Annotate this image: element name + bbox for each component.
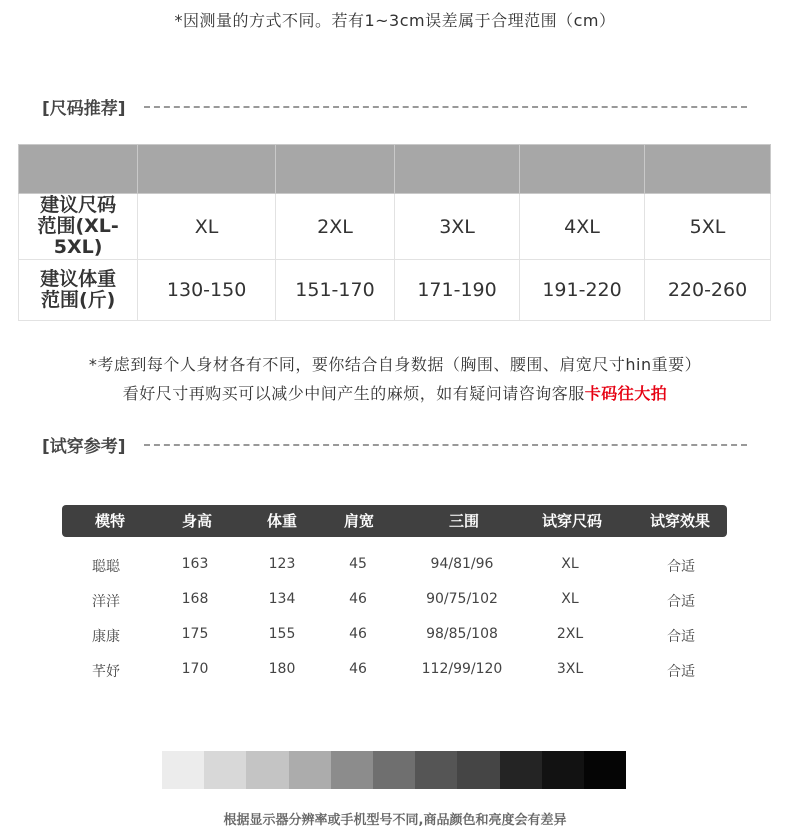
size-cell: 4XL bbox=[520, 194, 645, 260]
advice-line-1: *考虑到每个人身材各有不同，要你结合自身数据（胸围、腰围、肩宽尺寸hin重要） bbox=[88, 355, 702, 374]
column-header: 模特 bbox=[94, 512, 126, 530]
weight-cell: 130-150 bbox=[138, 260, 276, 321]
color-swatch bbox=[415, 751, 457, 789]
column-header: 体重 bbox=[266, 512, 298, 530]
column-header: 身高 bbox=[181, 512, 213, 530]
size-cell: 3XL bbox=[395, 194, 520, 260]
weight-cell: 220-260 bbox=[645, 260, 771, 321]
fit-table-header bbox=[62, 505, 727, 537]
weight-cell: 171-190 bbox=[395, 260, 520, 321]
color-swatch bbox=[500, 751, 542, 789]
table-row: 洋洋 168 134 46 90/75/102 XL 合适 bbox=[92, 591, 695, 610]
size-recommendation-table bbox=[18, 144, 771, 321]
column-header: 三围 bbox=[448, 512, 480, 530]
size-section-title: [尺码推荐] bbox=[42, 99, 126, 119]
size-row bbox=[19, 194, 771, 260]
size-row-label: 建议尺码 范围(XL-5XL) bbox=[19, 194, 138, 260]
color-swatch bbox=[289, 751, 331, 789]
color-gradient-swatches bbox=[162, 751, 626, 789]
measurement-note: *因测量的方式不同。若有1~3cm误差属于合理范围（cm） bbox=[174, 11, 616, 30]
table-row: 康康 175 155 46 98/85/108 2XL 合适 bbox=[92, 626, 695, 645]
weight-row-label: 建议体重 范围(斤) bbox=[19, 260, 138, 321]
size-cell: XL bbox=[138, 194, 276, 260]
heading-divider bbox=[144, 106, 747, 108]
weight-row bbox=[19, 260, 771, 321]
color-swatch bbox=[373, 751, 415, 789]
weight-cell: 191-220 bbox=[520, 260, 645, 321]
color-swatch bbox=[331, 751, 373, 789]
table-row: 聪聪 163 123 45 94/81/96 XL 合适 bbox=[92, 556, 695, 575]
fit-section-title: [试穿参考] bbox=[42, 437, 126, 457]
color-disclaimer: 根据显示器分辨率或手机型号不同,商品颜色和亮度会有差异 bbox=[223, 813, 567, 828]
advice-highlight: 卡码往大拍 bbox=[584, 384, 668, 403]
color-swatch bbox=[246, 751, 288, 789]
size-cell: 5XL bbox=[645, 194, 771, 260]
column-header: 肩宽 bbox=[343, 512, 375, 530]
column-header: 试穿效果 bbox=[649, 512, 711, 530]
column-header: 试穿尺码 bbox=[541, 512, 603, 530]
color-swatch bbox=[542, 751, 584, 789]
color-swatch bbox=[584, 751, 626, 789]
table-row: 芊妤 170 180 46 112/99/120 3XL 合适 bbox=[92, 661, 695, 680]
advice-text: 看好尺寸再购买可以减少中间产生的麻烦，如有疑问请咨询客服 bbox=[122, 384, 585, 403]
color-swatch bbox=[457, 751, 499, 789]
advice-line-2 bbox=[0, 381, 790, 404]
weight-cell: 151-170 bbox=[275, 260, 394, 321]
size-recommendation-heading bbox=[42, 94, 747, 119]
fit-reference-heading bbox=[42, 432, 747, 457]
heading-divider bbox=[144, 444, 747, 446]
size-cell: 2XL bbox=[275, 194, 394, 260]
color-swatch bbox=[204, 751, 246, 789]
color-swatch bbox=[162, 751, 204, 789]
table-header-bar bbox=[19, 145, 771, 194]
